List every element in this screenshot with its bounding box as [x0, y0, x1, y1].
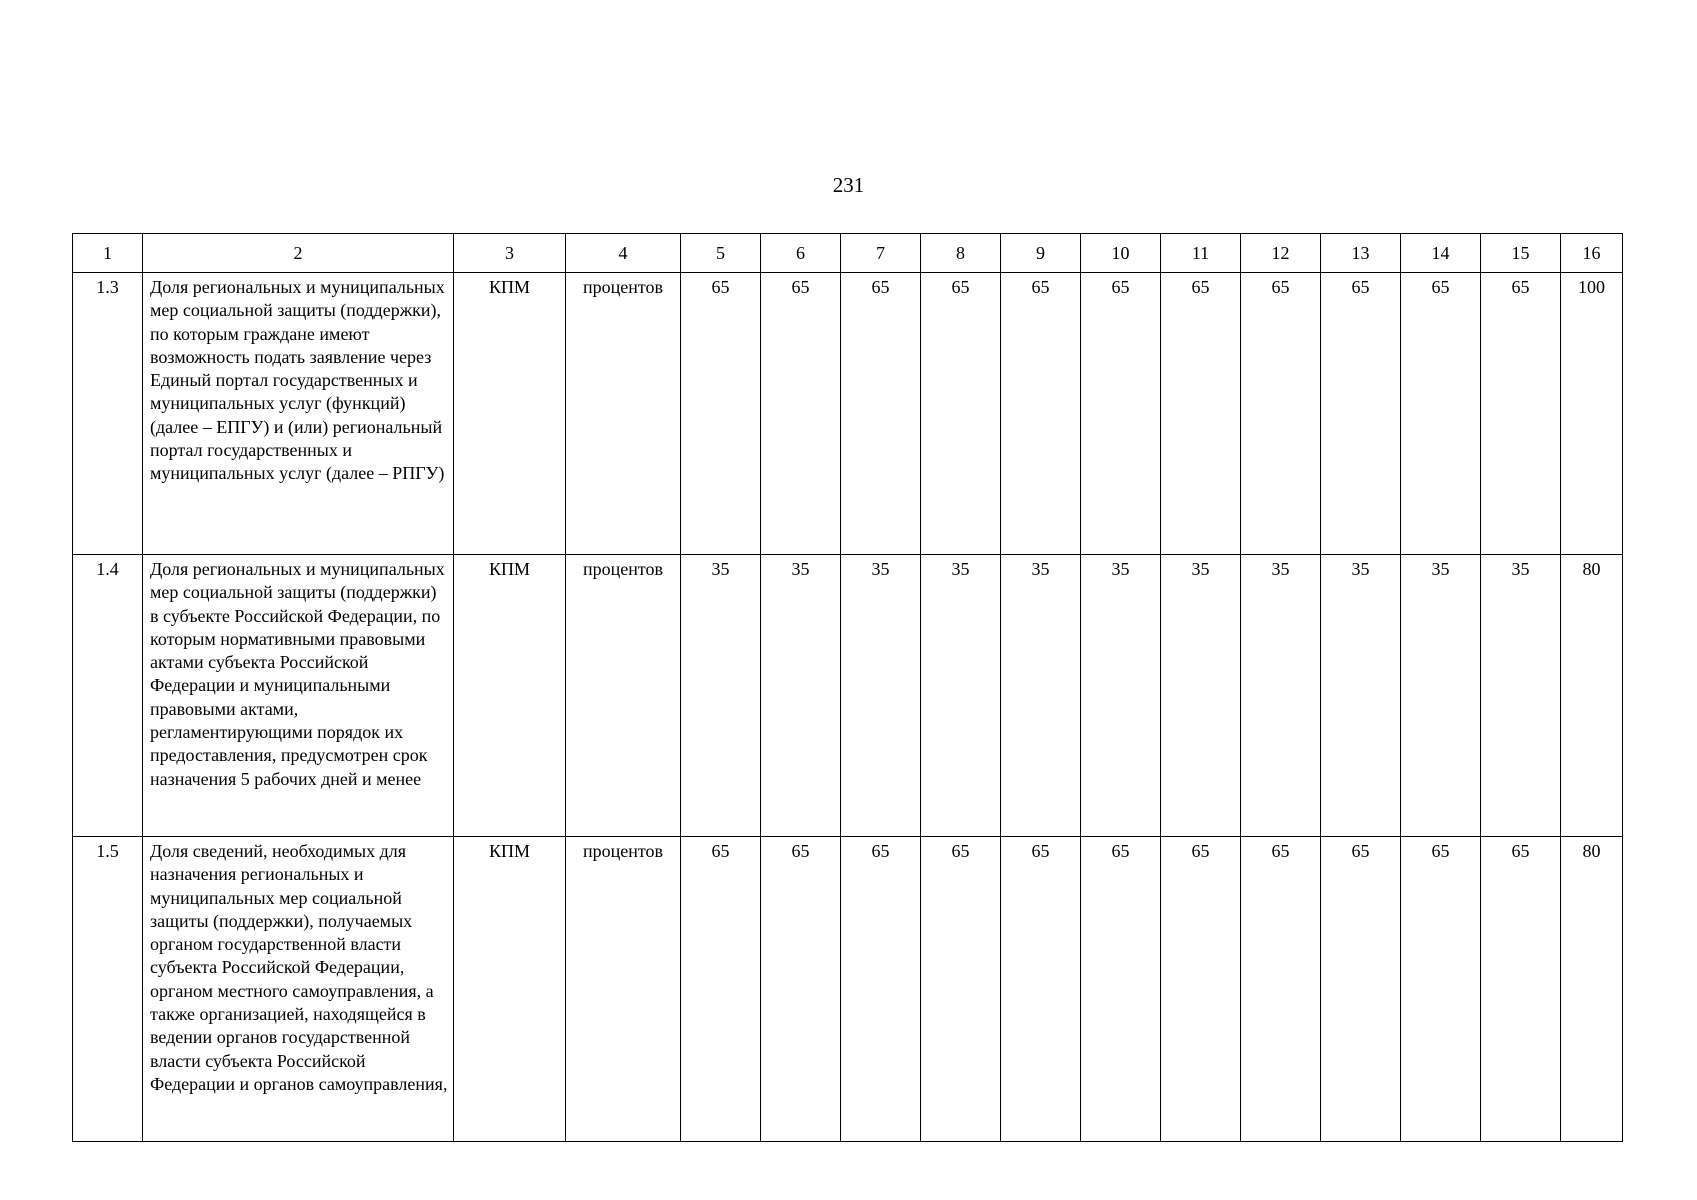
value-cell: 35	[1081, 555, 1161, 837]
column-header: 11	[1161, 234, 1241, 273]
column-header: 13	[1321, 234, 1401, 273]
column-header: 16	[1561, 234, 1623, 273]
value-cell: 65	[841, 837, 921, 1142]
value-cell: 35	[1321, 555, 1401, 837]
unit-of-measure: процентов	[566, 555, 681, 837]
table-row	[73, 555, 1623, 837]
unit-of-measure: процентов	[566, 273, 681, 555]
value-cell: 65	[1321, 837, 1401, 1142]
value-cell: 65	[1481, 837, 1561, 1142]
indicator-code: КПМ	[454, 273, 566, 555]
value-cell: 65	[921, 837, 1001, 1142]
indicator-name: Доля региональных и муниципальных мер социальной защиты (поддержки) в субъекте Российской Федерации, по которым нормативными правовыми актами субъекта Российской Федерации и муниципальными правовыми актами, регламентирующими порядок их предоставления, предусмотрен срок назначения 5 рабочих дней и менее	[143, 555, 454, 837]
value-cell: 65	[921, 273, 1001, 555]
indicator-name: Доля региональных и муниципальных мер социальной защиты (поддержки), по которым граждане имеют возможность подать заявление через Единый портал государственных и муниципальных услуг (функций) (далее – ЕПГУ) и (или) региональный портал государственных и муниципальных услуг (далее – РПГУ)	[143, 273, 454, 555]
value-cell: 35	[921, 555, 1001, 837]
value-cell: 35	[1481, 555, 1561, 837]
unit-of-measure: процентов	[566, 837, 681, 1142]
value-cell: 65	[1401, 273, 1481, 555]
column-header: 5	[681, 234, 761, 273]
column-header: 8	[921, 234, 1001, 273]
value-cell: 65	[1161, 837, 1241, 1142]
column-header: 4	[566, 234, 681, 273]
value-cell: 65	[681, 837, 761, 1142]
table-row	[73, 837, 1623, 1142]
value-cell: 35	[841, 555, 921, 837]
column-header: 12	[1241, 234, 1321, 273]
column-header: 6	[761, 234, 841, 273]
value-cell: 65	[1001, 837, 1081, 1142]
column-header: 3	[454, 234, 566, 273]
value-cell: 65	[841, 273, 921, 555]
row-number: 1.5	[73, 837, 143, 1142]
value-cell: 65	[1241, 273, 1321, 555]
value-cell: 65	[1401, 837, 1481, 1142]
value-cell: 65	[1001, 273, 1081, 555]
value-cell: 65	[761, 837, 841, 1142]
value-cell: 80	[1561, 837, 1623, 1142]
row-number: 1.3	[73, 273, 143, 555]
value-cell: 80	[1561, 555, 1623, 837]
value-cell: 65	[1481, 273, 1561, 555]
indicator-code: КПМ	[454, 555, 566, 837]
indicator-name: Доля сведений, необходимых для назначения региональных и муниципальных мер социальной защиты (поддержки), получаемых органом государственной власти субъекта Российской Федерации, органом местного самоуправления, а также организацией, находящейся в ведении органов государственной власти субъекта Российской Федерации и органов самоуправления,	[143, 837, 454, 1142]
row-number: 1.4	[73, 555, 143, 837]
value-cell: 35	[1241, 555, 1321, 837]
value-cell: 65	[1321, 273, 1401, 555]
value-cell: 65	[1081, 837, 1161, 1142]
value-cell: 65	[1161, 273, 1241, 555]
column-header: 7	[841, 234, 921, 273]
indicator-code: КПМ	[454, 837, 566, 1142]
value-cell: 35	[1001, 555, 1081, 837]
value-cell: 65	[681, 273, 761, 555]
indicators-table	[72, 233, 1623, 1142]
page-number: 231	[832, 173, 865, 197]
column-header: 9	[1001, 234, 1081, 273]
column-header: 10	[1081, 234, 1161, 273]
column-header: 15	[1481, 234, 1561, 273]
header-row	[73, 234, 1623, 273]
value-cell: 35	[681, 555, 761, 837]
value-cell: 35	[761, 555, 841, 837]
column-header: 2	[143, 234, 454, 273]
table-row	[73, 273, 1623, 555]
value-cell: 35	[1401, 555, 1481, 837]
column-header: 1	[73, 234, 143, 273]
column-header: 14	[1401, 234, 1481, 273]
value-cell: 65	[1081, 273, 1161, 555]
value-cell: 35	[1161, 555, 1241, 837]
value-cell: 65	[761, 273, 841, 555]
value-cell: 65	[1241, 837, 1321, 1142]
value-cell: 100	[1561, 273, 1623, 555]
